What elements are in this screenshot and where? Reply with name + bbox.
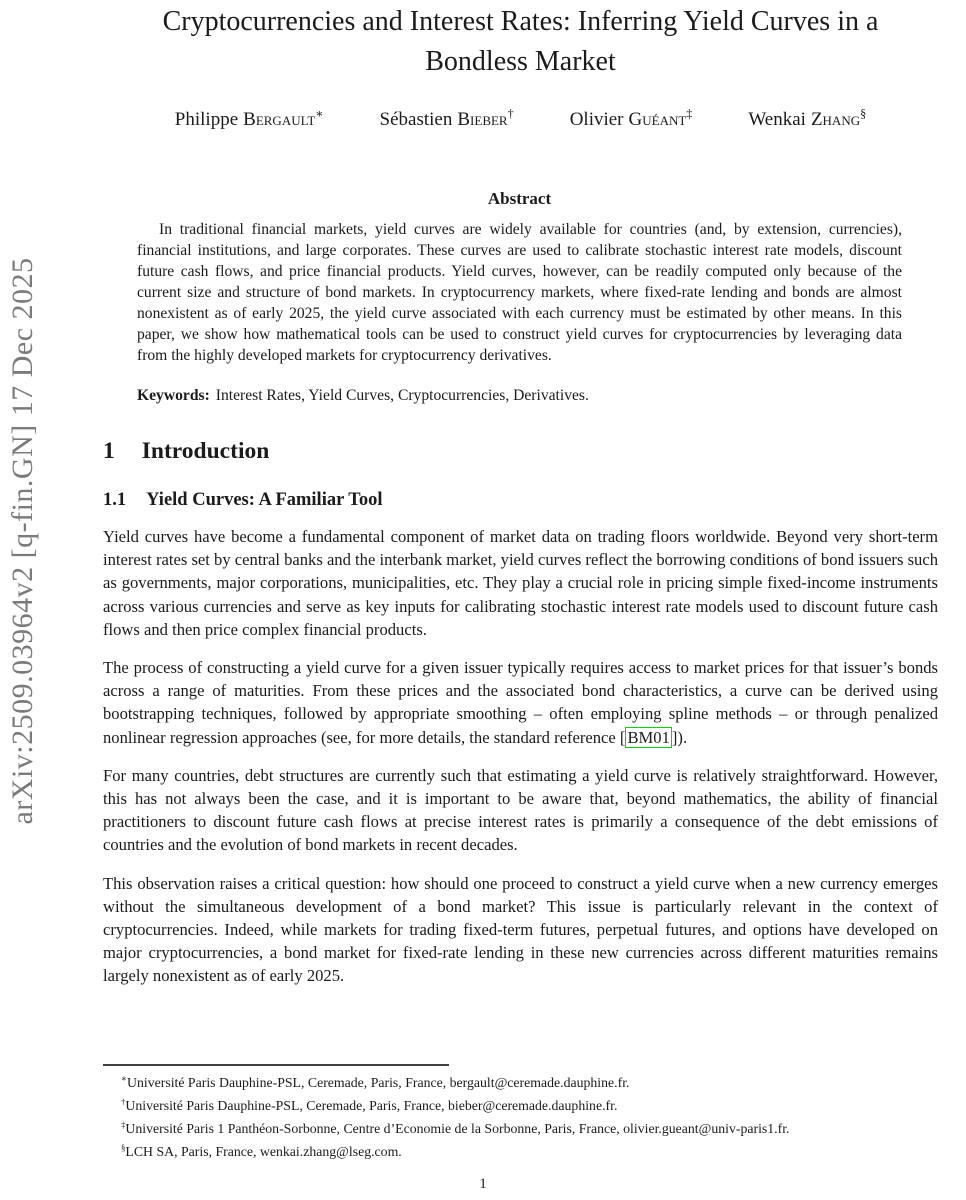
keywords-text: Interest Rates, Yield Curves, Cryptocurrencies, Derivatives. [215, 387, 589, 404]
abstract-heading: Abstract [487, 189, 552, 208]
section-title: Introduction [141, 438, 270, 464]
paragraph-2 [103, 656, 938, 749]
author-surname: Zhang [810, 109, 861, 130]
footnote-section [103, 1064, 938, 1163]
author-bergault [174, 106, 324, 131]
author-footnote-mark: ‡ [686, 106, 693, 121]
footnote-text: Université Paris Dauphine-PSL, Ceremade, Paris, France, bergault@ceremade.dauphine.fr. [127, 1075, 630, 1090]
paper-title [103, 0, 938, 82]
footnote-bieber [103, 1094, 938, 1117]
footnote-mark: § [121, 1142, 126, 1153]
author-zhang [748, 106, 867, 131]
abstract-text: In traditional financial markets, yield curves are widely available for countries (and, by extension, currencies), financial institutions, and large corporates. These curves are used to calibrate stochastic interest rate models, discount future cash flows, and price financial products. Yield curves, however, can be readily computed only because of the current size and structure of bond markets. In cryptocurrency markets, where fixed-rate lending and bonds are almost nonexistent as of early 2025, the yield curve associated with each currency must be estimated by other means. In this paper, we show how mathematical tools can be used to construct yield curves for cryptocurrencies by leveraging data from the highly developed markets for cryptocurrency derivatives. [137, 221, 902, 364]
author-footnote-mark: † [507, 106, 514, 121]
author-footnote-mark: ∗ [315, 106, 324, 121]
footnote-zhang [103, 1140, 938, 1163]
author-given-name: Philippe [174, 109, 239, 130]
keywords-label: Keywords: [137, 387, 210, 404]
footnote-mark: ∗ [121, 1073, 128, 1084]
section-number: 1 [103, 438, 115, 464]
footnote-rule [103, 1064, 449, 1066]
paragraph-2-text: The process of constructing a yield curve for a given issuer typically requires access to market prices for that issuer’s bonds across a range of maturities. From these prices and the associated bond characteristics, a curve can be derived using bootstrapping techniques, followed by appropriate smoothing – often employing spline methods – or through penalized nonlinear regression approaches (see, for more details, the standard reference [ [103, 658, 938, 747]
author-surname: Bergault [243, 109, 316, 130]
footnote-bergault [103, 1071, 938, 1094]
author-given-name: Olivier [569, 109, 624, 130]
section-1-1-heading [103, 490, 938, 511]
page-number: 1 [479, 1176, 487, 1192]
section-1-heading [103, 438, 938, 465]
author-given-name: Sébastien [379, 109, 453, 130]
author-bieber [379, 106, 514, 131]
author-row [103, 106, 938, 131]
citation-link-bm01[interactable]: BM01 [627, 727, 670, 747]
paper-title-line-1: Cryptocurrencies and Interest Rates: Inferring Yield Curves in a [162, 6, 879, 37]
keywords-line [137, 387, 902, 405]
footnote-text: Université Paris 1 Panthéon-Sorbonne, Centre d’Economie de la Sorbonne, Paris, France, olivier.gueant@univ-paris1.fr. [125, 1121, 790, 1136]
author-surname: Bieber [457, 109, 508, 130]
text-column [103, 0, 938, 988]
author-gueant [569, 106, 693, 131]
paragraph-4: This observation raises a critical question: how should one proceed to construct a yield curve when a new currency emerges without the simultaneous development of a bond market? This issue is particularly relevant in the context of cryptocurrencies. Indeed, while markets for trading fixed-term futures, perpetual futures, and options have developed on major cryptocurrencies, a bond market for fixed-rate lending in these new currencies across different maturities remains largely nonexistent as of early 2025. [103, 873, 938, 986]
subsection-title: Yield Curves: A Familiar Tool [146, 490, 383, 510]
footnote-text: LCH SA, Paris, France, wenkai.zhang@lseg.com. [125, 1144, 402, 1159]
paragraph-3: For many countries, debt structures are currently such that estimating a yield curve is relatively straightforward. However, this has not always been the case, and it is important to be aware that, beyond mathematics, the ability of financial practitioners to discount future cash flows at precise interest rates is primarily a consequence of the debt emissions of countries and the evolution of bond markets in recent decades. [103, 765, 938, 855]
subsection-number: 1.1 [103, 490, 127, 510]
paper-title-line-2: Bondless Market [425, 46, 616, 77]
arxiv-watermark: arXiv:2509.03964v2 [q-fin.GN] 17 Dec 2025 [6, 257, 39, 825]
footnote-mark: † [121, 1096, 126, 1107]
paragraph-2-text-end: ]). [671, 727, 688, 747]
footnote-gueant [103, 1117, 938, 1140]
author-surname: Guéant [628, 109, 687, 130]
paragraph-1: Yield curves have become a fundamental component of market data on trading floors worldwide. Beyond very short-term interest rates set by central banks and the interbank market, yield curves reflect the borrowing conditions of bond issuers such as governments, major corporations, municipalities, etc. They play a crucial role in pricing simple fixed-income instruments across various currencies and serve as key inputs for calibrating stochastic interest rate models used to discount future cash flows and then price complex financial products. [103, 527, 938, 639]
abstract-section [137, 189, 902, 366]
footnote-mark: ‡ [121, 1119, 126, 1130]
author-given-name: Wenkai [748, 109, 806, 130]
author-footnote-mark: § [860, 106, 867, 121]
footnote-text: Université Paris Dauphine-PSL, Ceremade, Paris, France, bieber@ceremade.dauphine.fr. [125, 1098, 618, 1113]
